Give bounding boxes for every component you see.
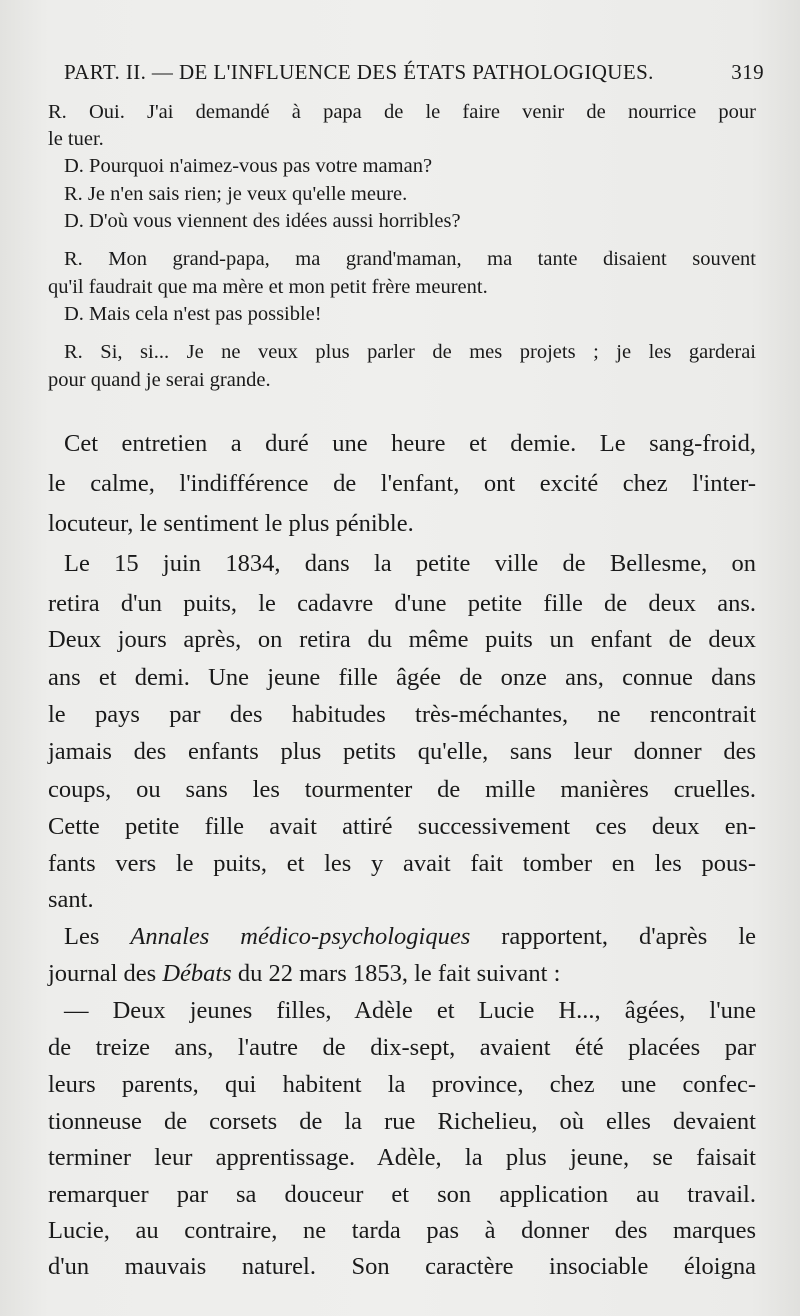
dialogue-line: R. Si, si... Je ne veux plus parler de mes projets ; je les garderai xyxy=(64,341,756,363)
story-line: de treize ans, l'autre de dix-sept, avaient été placées par xyxy=(48,1034,756,1061)
body-line: Cet entretien a duré une heure et demie. Le sang-froid, xyxy=(64,430,756,457)
body-line: locuteur, le sentiment le plus pénible. xyxy=(48,510,414,537)
dialogue-line: D. Pourquoi n'aimez-vous pas votre maman? xyxy=(64,155,433,177)
dialogue-line: le tuer. xyxy=(48,128,104,150)
citation-prefix: Les xyxy=(64,923,131,950)
citation-suffix: rapportent, d'après le xyxy=(470,923,757,950)
story-line: terminer leur apprentissage. Adèle, la plus jeune, se faisait xyxy=(48,1144,756,1171)
body-line: ans et demi. Une jeune fille âgée de onze ans, connue dans xyxy=(48,664,756,691)
dialogue-line: D. D'où vous viennent des idées aussi horribles? xyxy=(64,210,461,232)
story-line: Lucie, au contraire, ne tarda pas à donner des marques xyxy=(48,1217,756,1244)
dialogue-line: pour quand je serai grande. xyxy=(48,369,271,391)
story-line: leurs parents, qui habitent la province, chez une confec- xyxy=(48,1071,756,1098)
journal-title: Annales médico-psychologiques xyxy=(130,923,471,950)
running-header xyxy=(64,60,764,90)
body-line: Deux jours après, on retira du même puits un enfant de deux xyxy=(48,626,756,653)
story-line: remarquer par sa douceur et son application au travail. xyxy=(48,1181,756,1208)
dialogue-line: R. Oui. J'ai demandé à papa de le faire venir de nourrice pour xyxy=(48,101,756,123)
page-number: 319 xyxy=(731,60,764,84)
dialogue-line: qu'il faudrait que ma mère et mon petit frère meurent. xyxy=(48,276,488,298)
body-line: le calme, l'indifférence de l'enfant, ont excité chez l'inter- xyxy=(48,470,756,497)
body-line: fants vers le puits, et les y avait fait tomber en les pous- xyxy=(48,850,756,877)
dialogue-line: D. Mais cela n'est pas possible! xyxy=(64,303,322,325)
story-line: — Deux jeunes filles, Adèle et Lucie H..., âgées, l'une xyxy=(64,997,756,1024)
dialogue-line: R. Je n'en sais rien; je veux qu'elle meure. xyxy=(64,183,408,205)
running-title: PART. II. — DE L'INFLUENCE DES ÉTATS PATHOLOGIQUES. xyxy=(64,60,654,84)
citation-line2-suffix: du 22 mars 1853, le fait suivant : xyxy=(231,960,561,987)
body-line: Le 15 juin 1834, dans la petite ville de Bellesme, on xyxy=(64,550,756,577)
body-line: retira d'un puits, le cadavre d'une petite fille de deux ans. xyxy=(48,590,756,617)
citation-line xyxy=(48,957,756,991)
body-line: le pays par des habitudes très-méchantes, ne rencontrait xyxy=(48,701,756,728)
citation-line xyxy=(64,920,756,954)
story-line: tionneuse de corsets de la rue Richelieu, où elles devaient xyxy=(48,1108,756,1135)
body-line: sant. xyxy=(48,886,94,913)
story-line: d'un mauvais naturel. Son caractère insociable éloigna xyxy=(48,1253,756,1280)
citation-line2-prefix: journal des xyxy=(48,960,163,987)
body-line: jamais des enfants plus petits qu'elle, sans leur donner des xyxy=(48,738,756,765)
newspaper-title: Débats xyxy=(162,960,232,987)
dialogue-line: R. Mon grand-papa, ma grand'maman, ma tante disaient souvent xyxy=(64,248,756,270)
body-line: Cette petite fille avait attiré successivement ces deux en- xyxy=(48,813,756,840)
body-line: coups, ou sans les tourmenter de mille manières cruelles. xyxy=(48,776,756,803)
